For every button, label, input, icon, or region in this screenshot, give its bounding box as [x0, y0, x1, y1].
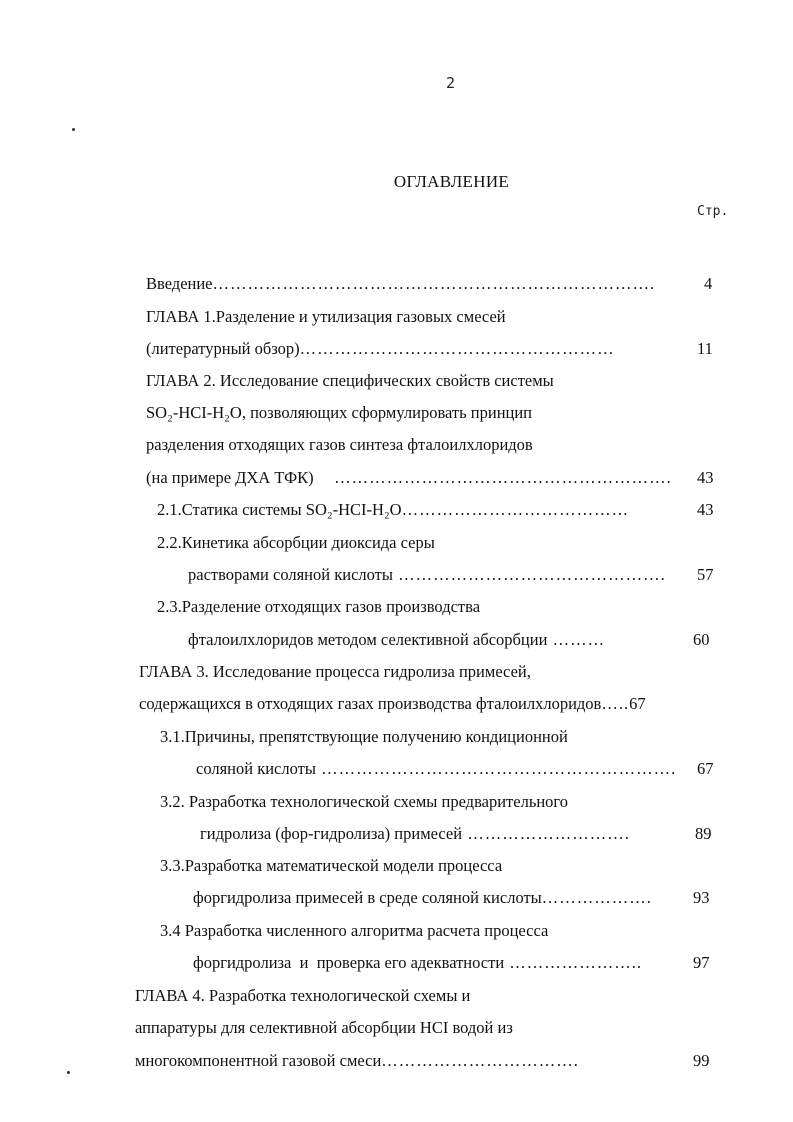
toc-entry-text: аппаратуры для селективной абсорбции HCI водой из: [135, 1018, 513, 1037]
toc-entry: [160, 727, 568, 747]
toc-entry: [193, 888, 652, 908]
toc-entry-leader: ……………….: [541, 888, 652, 907]
toc-entry-text: ГЛАВА 3. Исследование процесса гидролиза примесей,: [139, 662, 531, 681]
toc-entry-leader: ………………………………………………: [299, 339, 615, 358]
toc-entry-text: форгидролиза примесей в среде соляной кислоты: [193, 888, 542, 907]
page-column-label: Стр.: [697, 204, 729, 219]
toc-entry-page: 11: [697, 339, 713, 358]
toc-entry-leader: ………………………………………………………………….: [212, 274, 656, 293]
toc-entry: [193, 953, 642, 973]
toc-entry-leader: …………………………………………………….: [315, 759, 677, 778]
toc-entry-leader: …………………………………: [401, 500, 630, 519]
toc-entry-text: содержащихся в отходящих газах производства фталоилхлоридов: [139, 694, 602, 713]
toc-entry-text: SO₂-HCI-H₂O, позволяющих сформулировать принцип: [146, 403, 533, 422]
toc-entry-page: 43: [697, 468, 714, 487]
toc-entry-page: 67: [697, 759, 714, 778]
toc-entry-text: гидролиза (фор-гидролиза) примесей: [200, 824, 463, 843]
page-number: 2: [446, 74, 456, 92]
toc-entry: [188, 565, 666, 585]
toc-entry: [146, 468, 672, 488]
toc-entry-leader: ……………………….: [462, 824, 630, 843]
toc-entry-text: (литературный обзор): [146, 339, 300, 358]
toc-entry: [146, 307, 506, 327]
toc-entry-leader: ……………………………………….: [392, 565, 666, 584]
toc-entry: [146, 339, 615, 359]
toc-entry-leader: …..: [601, 694, 630, 713]
toc-entry-text: 3.4 Разработка численного алгоритма расчета процесса: [160, 921, 549, 940]
toc-entry-page: 43: [697, 500, 714, 519]
toc-entry: [135, 1018, 513, 1038]
toc-entry-page: 89: [695, 824, 712, 843]
toc-entry-page: 4: [704, 274, 713, 293]
toc-entry: [146, 371, 554, 391]
toc-entry-text: ГЛАВА 4. Разработка технологической схемы и: [135, 986, 471, 1005]
toc-entry: [146, 435, 533, 455]
toc-entry-page: 99: [693, 1051, 710, 1070]
toc-entry-text: растворами соляной кислоты: [188, 565, 393, 584]
toc-entry-page: 60: [693, 630, 710, 649]
toc-entry: [157, 500, 629, 520]
toc-entry-text: 2.3.Разделение отходящих газов производства: [157, 597, 481, 616]
toc-entry-text: 3.3.Разработка математической модели процесса: [160, 856, 503, 875]
toc-entry-page: 67: [629, 694, 646, 713]
toc-entry: [135, 986, 470, 1006]
toc-entry-text: многокомпонентной газовой смеси: [135, 1051, 382, 1070]
toc-entry: [139, 694, 646, 714]
toc-entry-text: 3.1.Причины, препятствующие получению кондиционной: [160, 727, 568, 746]
toc-entry-leader: ………………………………………………….: [313, 468, 672, 487]
toc-entry-leader: ………: [547, 630, 606, 649]
toc-entry-page: 97: [693, 953, 710, 972]
scan-speck: [72, 128, 75, 131]
toc-entry-text: ГЛАВА 1.Разделение и утилизация газовых смесей: [146, 307, 506, 326]
toc-entry-text: фталоилхлоридов методом селективной абсорбции: [188, 630, 548, 649]
toc-entry-page: 93: [693, 888, 710, 907]
toc-entry: [188, 630, 605, 650]
toc-entry-text: 2.2.Кинетика абсорбции диоксида серы: [157, 533, 435, 552]
toc-entry-text: 3.2. Разработка технологической схемы предварительного: [160, 792, 569, 811]
toc-entry: [200, 824, 630, 844]
page-title: ОГЛАВЛЕНИЕ: [393, 172, 510, 191]
toc-entry: [157, 533, 435, 553]
toc-entry-text: Введение: [146, 274, 213, 293]
toc-entry: [196, 759, 676, 779]
toc-entry-text: (на примере ДХА ТФК): [146, 468, 314, 487]
toc-entry: [160, 921, 548, 941]
toc-entry-text: ГЛАВА 2. Исследование специфических свойств системы: [146, 371, 554, 390]
toc-entry: [139, 662, 531, 682]
toc-entry-text: соляной кислоты: [196, 759, 316, 778]
toc-entry: [146, 403, 532, 423]
toc-entry-leader: …………………..: [504, 953, 643, 972]
toc-entry: [160, 856, 502, 876]
toc-entry-text: форгидролиза и проверка его адекватности: [193, 953, 505, 972]
toc-entry: [146, 274, 655, 294]
toc-entry-text: разделения отходящих газов синтеза фталоилхлоридов: [146, 435, 533, 454]
toc-entry-leader: …………………………….: [381, 1051, 579, 1070]
toc-entry: [135, 1051, 579, 1071]
toc-entry: [160, 792, 568, 812]
toc-entry-page: 57: [697, 565, 714, 584]
toc-entry-text: 2.1.Статика системы SO₂-HCI-H₂O: [157, 500, 402, 519]
toc-entry: [157, 597, 480, 617]
scan-speck: [67, 1071, 70, 1074]
